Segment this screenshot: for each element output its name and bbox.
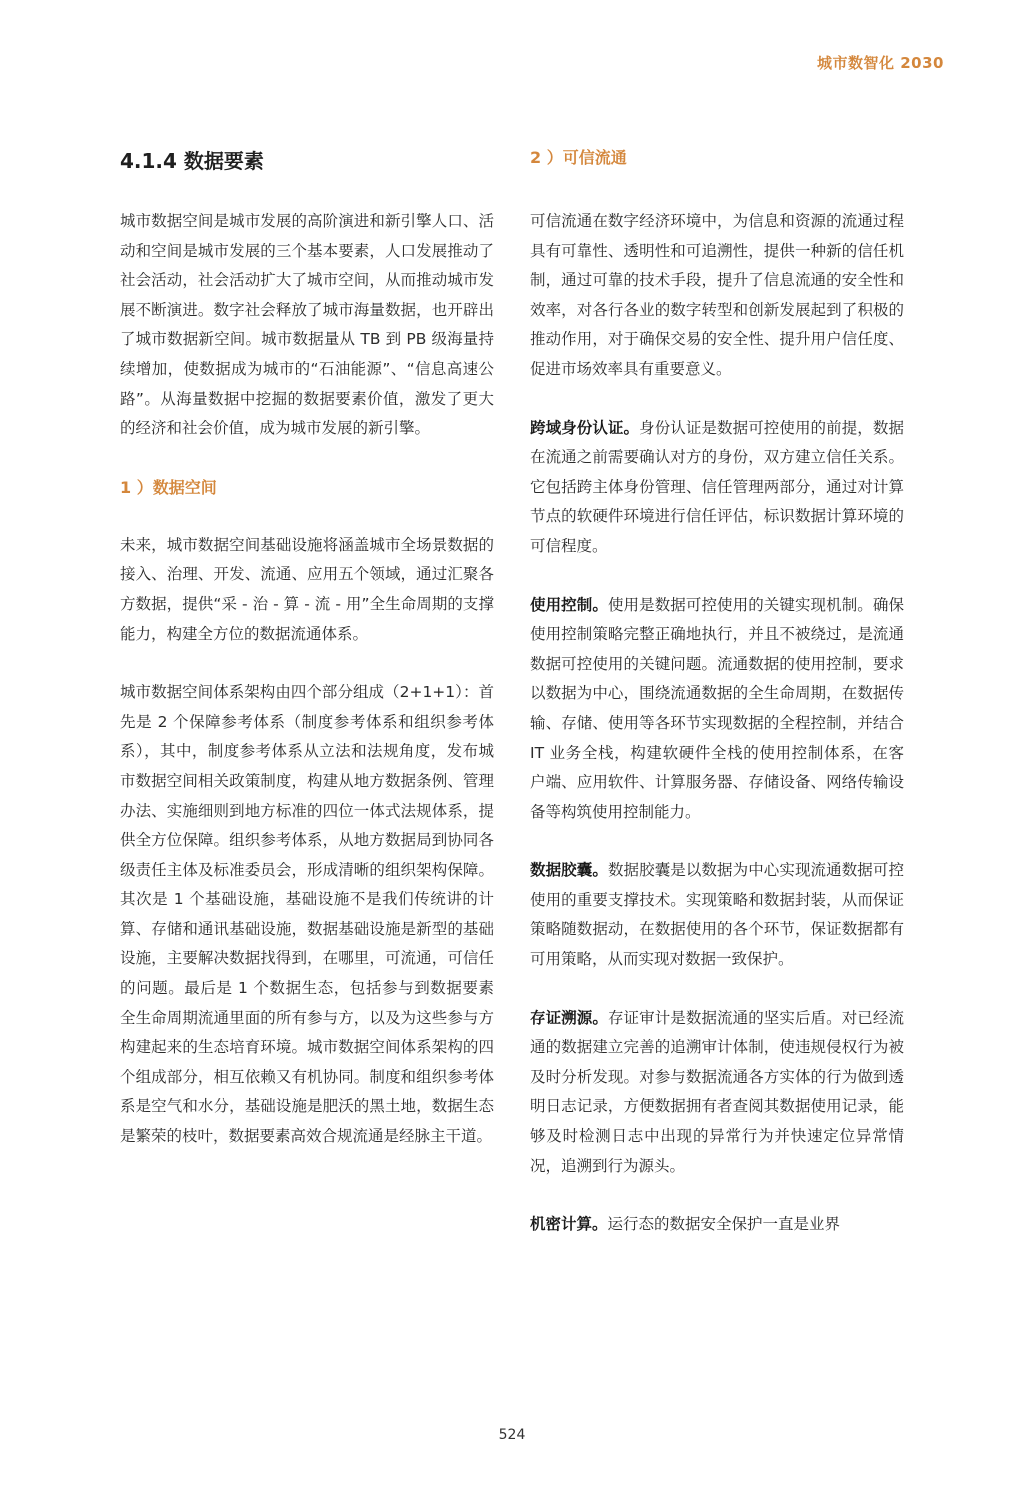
paragraph-body: 数据胶囊是以数据为中心实现流通数据可控使用的重要支撑技术。实现策略和数据封装，从而保证策略随数据动，在数据使用的各个环节，保证数据都有可用策略，从而实现对数据一致保护。 <box>530 861 904 969</box>
paragraph-body: 存证审计是数据流通的坚实后盾。对已经流通的数据建立完善的追溯审计体制，使违规侵权行为被及时分析发现。对参与数据流通各方实体的行为做到透明日志记录，方便数据拥有者查阅其数据使用记录，能够及时检测日志中出现的异常行为并快速定位异常情况，追溯到行为源头。 <box>530 1008 904 1175</box>
subheading-trusted-circulation: 2 ）可信流通 <box>530 148 627 167</box>
paragraph-cross-domain-identity <box>530 414 904 562</box>
paragraph-data-space-infrastructure: 未来，城市数据空间基础设施将涵盖城市全场景数据的接入、治理、开发、流通、应用五个领域，通过汇聚各方数据，提供“采 - 治 - 算 - 流 - 用”全生命周期的支撑能力，构建全方位的数据流通体系。 <box>120 535 494 643</box>
lead-term: 使用控制。 <box>530 595 608 614</box>
paragraph-trusted-circulation-intro: 可信流通在数字经济环境中，为信息和资源的流通过程具有可靠性、透明性和可追溯性，提供一种新的信任机制，通过可靠的技术手段，提升了信息流通的安全性和效率，对各行各业的数字转型和创新发展起到了积极的推动作用，对于确保交易的安全性、提升用户信任度、促进市场效率具有重要意义。 <box>530 212 904 378</box>
paragraph-data-capsule <box>530 856 904 974</box>
subheading-data-space: 1 ）数据空间 <box>120 477 217 497</box>
paragraph-confidential-computing <box>530 1210 904 1240</box>
lead-term: 存证溯源。 <box>530 1008 608 1027</box>
page-number: 524 <box>498 1427 526 1443</box>
running-header-title: 城市数智化 2030 <box>817 54 944 72</box>
right-column <box>530 140 904 1269</box>
paragraph-body: 身份认证是数据可控使用的前提，数据在流通之前需要确认对方的身份，双方建立信任关系。它包括跨主体身份管理、信任管理两部分，通过对计算节点的软硬件环境进行信任评估，标识数据计算环境的可信程度。 <box>530 418 904 555</box>
paragraph-body: 使用是数据可控使用的关键实现机制。确保使用控制策略完整正确地执行，并且不被绕过，是流通数据可控使用的关键问题。流通数据的使用控制，要求以数据为中心，围绕流通数据的全生命周期，在数据传输、存储、使用等各环节实现数据的全程控制，并结合 IT 业务全栈，构建软硬件全栈的使用控制体系，在客户端、应用软件、计算服务器、存储设备、网络传输设备等构筑使用控制能力。 <box>530 595 904 821</box>
paragraph-usage-control <box>530 591 904 828</box>
lead-term: 跨域身份认证。 <box>530 418 640 437</box>
lead-term: 数据胶囊。 <box>530 861 608 880</box>
section-title: 4.1.4 数据要素 <box>120 149 264 173</box>
lead-term: 机密计算。 <box>530 1215 608 1234</box>
paragraph-body: 运行态的数据安全保护一直是业界 <box>607 1215 841 1234</box>
intro-paragraph: 城市数据空间是城市发展的高阶演进和新引擎人口、活动和空间是城市发展的三个基本要素，人口发展推动了社会活动，社会活动扩大了城市空间，从而推动城市发展不断演进。数字社会释放了城市海量数据，也开辟出了城市数据新空间。城市数据量从 TB 到 PB 级海量持续增加，使数据成为城市的“石油能源”、“信息高速公路”。从海量数据中挖掘的数据要素价值，激发了更大的经济和社会价值，成为城市发展的新引擎。 <box>120 212 494 438</box>
left-column <box>120 140 494 1181</box>
paragraph-evidence-tracing <box>530 1004 904 1182</box>
paragraph-data-space-architecture: 城市数据空间体系架构由四个部分组成（2+1+1）：首先是 2 个保障参考体系（制度参考体系和组织参考体系），其中，制度参考体系从立法和法规角度，发布城市数据空间相关政策制度，构建从地方数据条例、管理办法、实施细则到地方标准的四位一体式法规体系，提供全方位保障。组织参考体系，从地方数据局到协同各级责任主体及标准委员会，形成清晰的组织架构保障。其次是 1 个基础设施，基础设施不是我们传统讲的计算、存储和通讯基础设施，数据基础设施是新型的基础设施，主要解决数据找得到，在哪里，可流通，可信任的问题。最后是 1 个数据生态，包括参与到数据要素全生命周期流通里面的所有参与方，以及为这些参与方构建起来的生态培育环境。城市数据空间体系架构的四个组成部分，相互依赖又有机协同。制度和组织参考体系是空气和水分，基础设施是肥沃的黑土地，数据生态是繁荣的枝叶，数据要素高效合规流通是经脉主干道。 <box>120 683 494 1146</box>
